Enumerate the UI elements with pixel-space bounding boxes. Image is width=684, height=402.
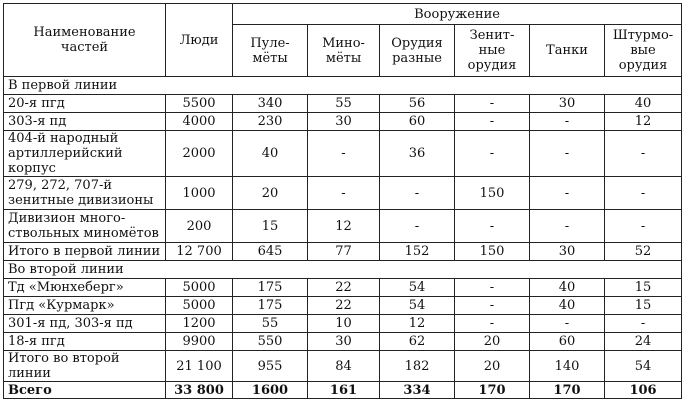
- armament-cell: 40: [233, 131, 308, 177]
- armament-cell: 60: [530, 333, 605, 351]
- section-title: В первой линии: [4, 77, 682, 95]
- armament-cell: -: [455, 279, 530, 297]
- armament-cell: -: [530, 177, 605, 210]
- people-column-header: [166, 4, 233, 77]
- armament-column-header: Орудия разные: [380, 25, 455, 77]
- armament-cell: 15: [233, 210, 308, 243]
- unit-name-cell: 18-я пгд: [4, 333, 166, 351]
- armament-cell: 52: [605, 243, 682, 261]
- unit-name-cell: Итого во второй линии: [4, 351, 166, 382]
- armament-cell: 24: [605, 333, 682, 351]
- armament-cell: 54: [605, 351, 682, 382]
- armament-cell: 62: [380, 333, 455, 351]
- armament-cell: -: [530, 131, 605, 177]
- armament-cell: 30: [530, 95, 605, 113]
- unit-name-cell: Пгд «Курмарк»: [4, 297, 166, 315]
- armament-cell: 77: [308, 243, 380, 261]
- table-row: [4, 177, 682, 210]
- people-cell: 5000: [166, 279, 233, 297]
- people-cell: 33 800: [166, 382, 233, 399]
- armament-column-header: Зенит- ные орудия: [455, 25, 530, 77]
- unit-name-cell: Тд «Мюнхеберг»: [4, 279, 166, 297]
- armament-cell: 55: [233, 315, 308, 333]
- unit-name-cell: 301-я пд, 303-я пд: [4, 315, 166, 333]
- people-cell: 1000: [166, 177, 233, 210]
- armament-cell: 40: [605, 95, 682, 113]
- people-cell: 1200: [166, 315, 233, 333]
- armament-cell: 140: [530, 351, 605, 382]
- armament-column-header: Штурмо- вые орудия: [605, 25, 682, 77]
- unit-name-cell: Дивизион много-ствольных миномётов: [4, 210, 166, 243]
- armament-cell: 54: [380, 297, 455, 315]
- table-row: [4, 243, 682, 261]
- table-row: [4, 131, 682, 177]
- armament-cell: 10: [308, 315, 380, 333]
- armament-cell: 340: [233, 95, 308, 113]
- armament-cell: 182: [380, 351, 455, 382]
- armament-cell: 15: [605, 279, 682, 297]
- unit-name-cell: 20-я пгд: [4, 95, 166, 113]
- armament-cell: 12: [380, 315, 455, 333]
- armament-cell: -: [530, 113, 605, 131]
- unit-column-header-text: Наименование частей: [33, 25, 136, 55]
- armament-cell: 22: [308, 279, 380, 297]
- unit-name-cell: 279, 272, 707-й зенитные дивизионы: [4, 177, 166, 210]
- people-cell: 5000: [166, 297, 233, 315]
- armament-cell: 161: [308, 382, 380, 399]
- section-title: Во второй линии: [4, 261, 682, 279]
- table-row: [4, 382, 682, 399]
- armament-cell: -: [605, 210, 682, 243]
- unit-name-cell: Итого в первой линии: [4, 243, 166, 261]
- table-row: [4, 95, 682, 113]
- armament-cell: -: [455, 210, 530, 243]
- armament-cell: -: [380, 210, 455, 243]
- armament-cell: 955: [233, 351, 308, 382]
- people-column-header-text: Люди: [179, 32, 219, 48]
- armament-cell: 334: [380, 382, 455, 399]
- armament-cell: 60: [380, 113, 455, 131]
- unit-name-cell: Всего: [4, 382, 166, 399]
- armament-cell: -: [530, 210, 605, 243]
- armament-cell: 175: [233, 279, 308, 297]
- armament-column-header: Пуле- мёты: [233, 25, 308, 77]
- people-cell: 200: [166, 210, 233, 243]
- armament-cell: -: [455, 131, 530, 177]
- people-cell: 9900: [166, 333, 233, 351]
- armament-cell: 30: [308, 333, 380, 351]
- armament-cell: 230: [233, 113, 308, 131]
- armament-cell: -: [605, 177, 682, 210]
- people-cell: 2000: [166, 131, 233, 177]
- section-row: [4, 77, 682, 95]
- armament-cell: 84: [308, 351, 380, 382]
- armament-cell: 30: [530, 243, 605, 261]
- armament-cell: 175: [233, 297, 308, 315]
- table-row: [4, 210, 682, 243]
- table-row: [4, 279, 682, 297]
- armament-cell: 30: [308, 113, 380, 131]
- armament-cell: 150: [455, 243, 530, 261]
- people-cell: 12 700: [166, 243, 233, 261]
- armament-cell: -: [380, 177, 455, 210]
- armament-cell: 15: [605, 297, 682, 315]
- armament-cell: 36: [380, 131, 455, 177]
- armament-cell: 150: [455, 177, 530, 210]
- armament-cell: 170: [455, 382, 530, 399]
- armament-cell: -: [530, 315, 605, 333]
- unit-name-cell: 404-й народный артиллерийский корпус: [4, 131, 166, 177]
- armament-cell: 645: [233, 243, 308, 261]
- armament-column-header: Мино- мёты: [308, 25, 380, 77]
- armament-cell: 1600: [233, 382, 308, 399]
- table-row: [4, 113, 682, 131]
- armament-cell: 56: [380, 95, 455, 113]
- armament-cell: 550: [233, 333, 308, 351]
- unit-name-cell: 303-я пд: [4, 113, 166, 131]
- armament-cell: 106: [605, 382, 682, 399]
- armament-cell: -: [308, 131, 380, 177]
- armament-cell: -: [308, 177, 380, 210]
- armament-cell: 40: [530, 279, 605, 297]
- armament-cell: 12: [605, 113, 682, 131]
- people-cell: 4000: [166, 113, 233, 131]
- armament-cell: 12: [308, 210, 380, 243]
- armament-cell: 20: [455, 351, 530, 382]
- people-cell: 5500: [166, 95, 233, 113]
- people-cell: 21 100: [166, 351, 233, 382]
- armament-column-header: Танки: [530, 25, 605, 77]
- armament-cell: 22: [308, 297, 380, 315]
- armament-cell: -: [455, 297, 530, 315]
- section-row: [4, 261, 682, 279]
- armament-cell: 55: [308, 95, 380, 113]
- armament-group-header: [233, 4, 682, 25]
- armament-cell: 152: [380, 243, 455, 261]
- table-row: [4, 315, 682, 333]
- armament-cell: 20: [233, 177, 308, 210]
- armament-cell: -: [605, 315, 682, 333]
- armament-group-header-text: Вооружение: [414, 6, 500, 22]
- table-row: [4, 297, 682, 315]
- armament-cell: -: [455, 113, 530, 131]
- armament-cell: 54: [380, 279, 455, 297]
- armament-cell: -: [605, 131, 682, 177]
- armament-cell: 40: [530, 297, 605, 315]
- armament-cell: 170: [530, 382, 605, 399]
- armament-cell: -: [455, 315, 530, 333]
- table-row: [4, 333, 682, 351]
- unit-column-header: [4, 4, 166, 77]
- armament-cell: 20: [455, 333, 530, 351]
- table-row: [4, 351, 682, 382]
- armament-table: [3, 3, 682, 399]
- armament-cell: -: [455, 95, 530, 113]
